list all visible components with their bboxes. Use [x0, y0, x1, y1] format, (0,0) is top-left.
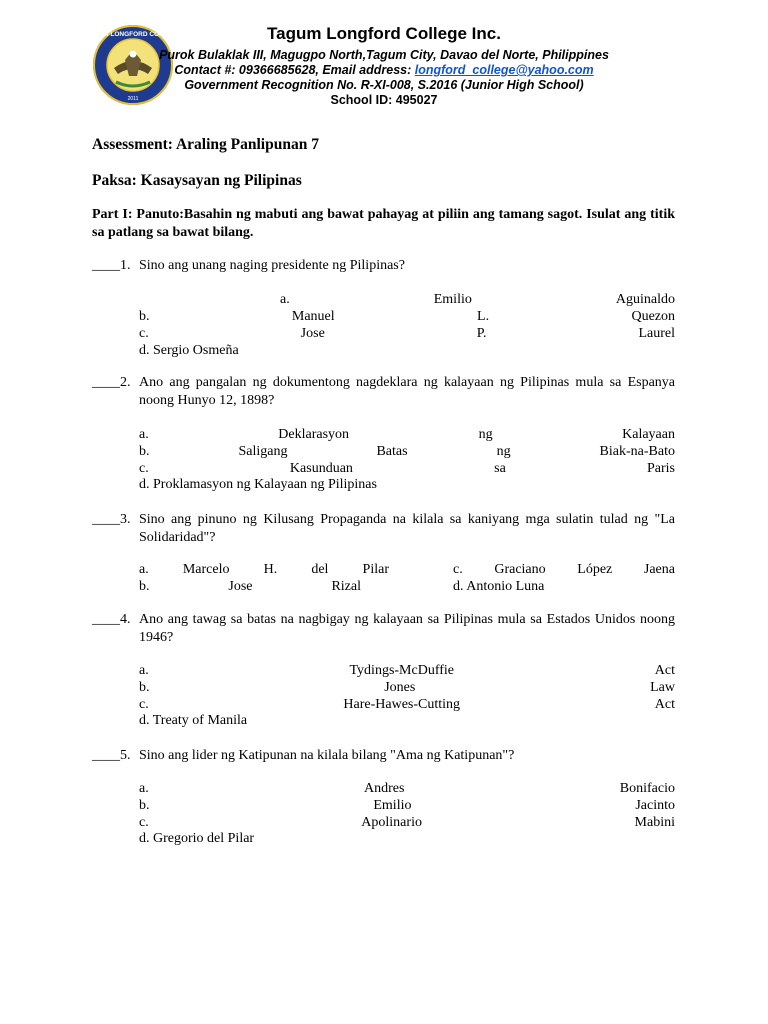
option-d: d. Sergio Osmeña [139, 343, 239, 358]
question-number: ____1. [92, 258, 131, 273]
option-a: a. Marcelo H. del Pilar [139, 562, 389, 577]
option-d: d. Proklamasyon ng Kalayaan ng Pilipinas [139, 477, 377, 492]
option-d: d. Antonio Luna [453, 579, 545, 594]
option-c: c. Hare-Hawes-Cutting Act [139, 697, 675, 712]
school-address: Purok Bulaklak III, Magugpo North,Tagum City, Davao del Norte, Philippines [159, 48, 609, 62]
recognition-line: Government Recognition No. R-XI-008, S.2016 (Junior High School) [184, 78, 584, 92]
option-a: a. Andres Bonifacio [139, 781, 675, 796]
school-name: Tagum Longford College Inc. [267, 24, 501, 43]
option-b: b. Saligang Batas ng Biak-na-Bato [139, 444, 675, 459]
option-d: d. Treaty of Manila [139, 713, 248, 728]
question-number: ____2. [92, 375, 131, 390]
contact-line [92, 63, 676, 77]
option-c: c. Kasunduan sa Paris [139, 461, 675, 476]
question-number: ____5. [92, 748, 131, 763]
question-text: Sino ang pinuno ng Kilusang Propaganda na kilala sa kaniyang mga sulatin tulad ng "La Solidaridad"? [139, 512, 675, 545]
question-text: Sino ang unang naging presidente ng Pilipinas? [139, 258, 405, 273]
school-id: School ID: 495027 [330, 93, 438, 107]
question-2 [92, 374, 675, 410]
question-number: ____4. [92, 612, 131, 627]
contact-label: Contact #: 09366685628, Email address: [174, 63, 415, 77]
logo-subtext: 2011 [127, 96, 139, 102]
question-4 [92, 611, 675, 647]
instructions: Part I: Panuto:Basahin ng mabuti ang bawat pahayag at piliin ang tamang sagot. Isulat ang titik sa patlang sa bawat bilang. [92, 207, 675, 240]
email-link[interactable]: longford_college@yahoo.com [414, 63, 594, 77]
option-b: b. Manuel L. Quezon [139, 309, 675, 324]
option-a: a. Tydings-McDuffie Act [139, 663, 675, 678]
logo-text: TAGUM LONGFORD COLLEGE [85, 31, 181, 38]
question-text: Ano ang pangalan ng dokumentong nagdeklara ng kalayaan ng Pilipinas mula sa Espanya noong Hunyo 12, 1898? [139, 375, 675, 408]
option-b: b. Jones Law [139, 680, 675, 695]
option-a: a. Deklarasyon ng Kalayaan [139, 427, 675, 442]
option-d: d. Gregorio del Pilar [139, 831, 255, 846]
question-5 [92, 747, 675, 765]
option-c: c. Jose P. Laurel [139, 326, 675, 341]
option-b: b. Emilio Jacinto [139, 798, 675, 813]
question-text: Sino ang lider ng Katipunan na kilala bilang "Ama ng Katipunan"? [139, 748, 515, 763]
option-c: c. Graciano López Jaena [453, 562, 675, 577]
question-3 [92, 511, 675, 547]
option-a: a. Emilio Aguinaldo [280, 292, 675, 307]
question-1 [92, 257, 675, 275]
assessment-title: Assessment: Araling Panlipunan 7 [92, 136, 319, 153]
option-c: c. Apolinario Mabini [139, 815, 675, 830]
question-text: Ano ang tawag sa batas na nagbigay ng kalayaan sa Pilipinas mula sa Estados Unidos noong 1946? [139, 612, 675, 645]
question-number: ____3. [92, 512, 131, 527]
topic-title: Paksa: Kasaysayan ng Pilipinas [92, 172, 302, 189]
option-b: b. Jose Rizal [139, 579, 361, 594]
